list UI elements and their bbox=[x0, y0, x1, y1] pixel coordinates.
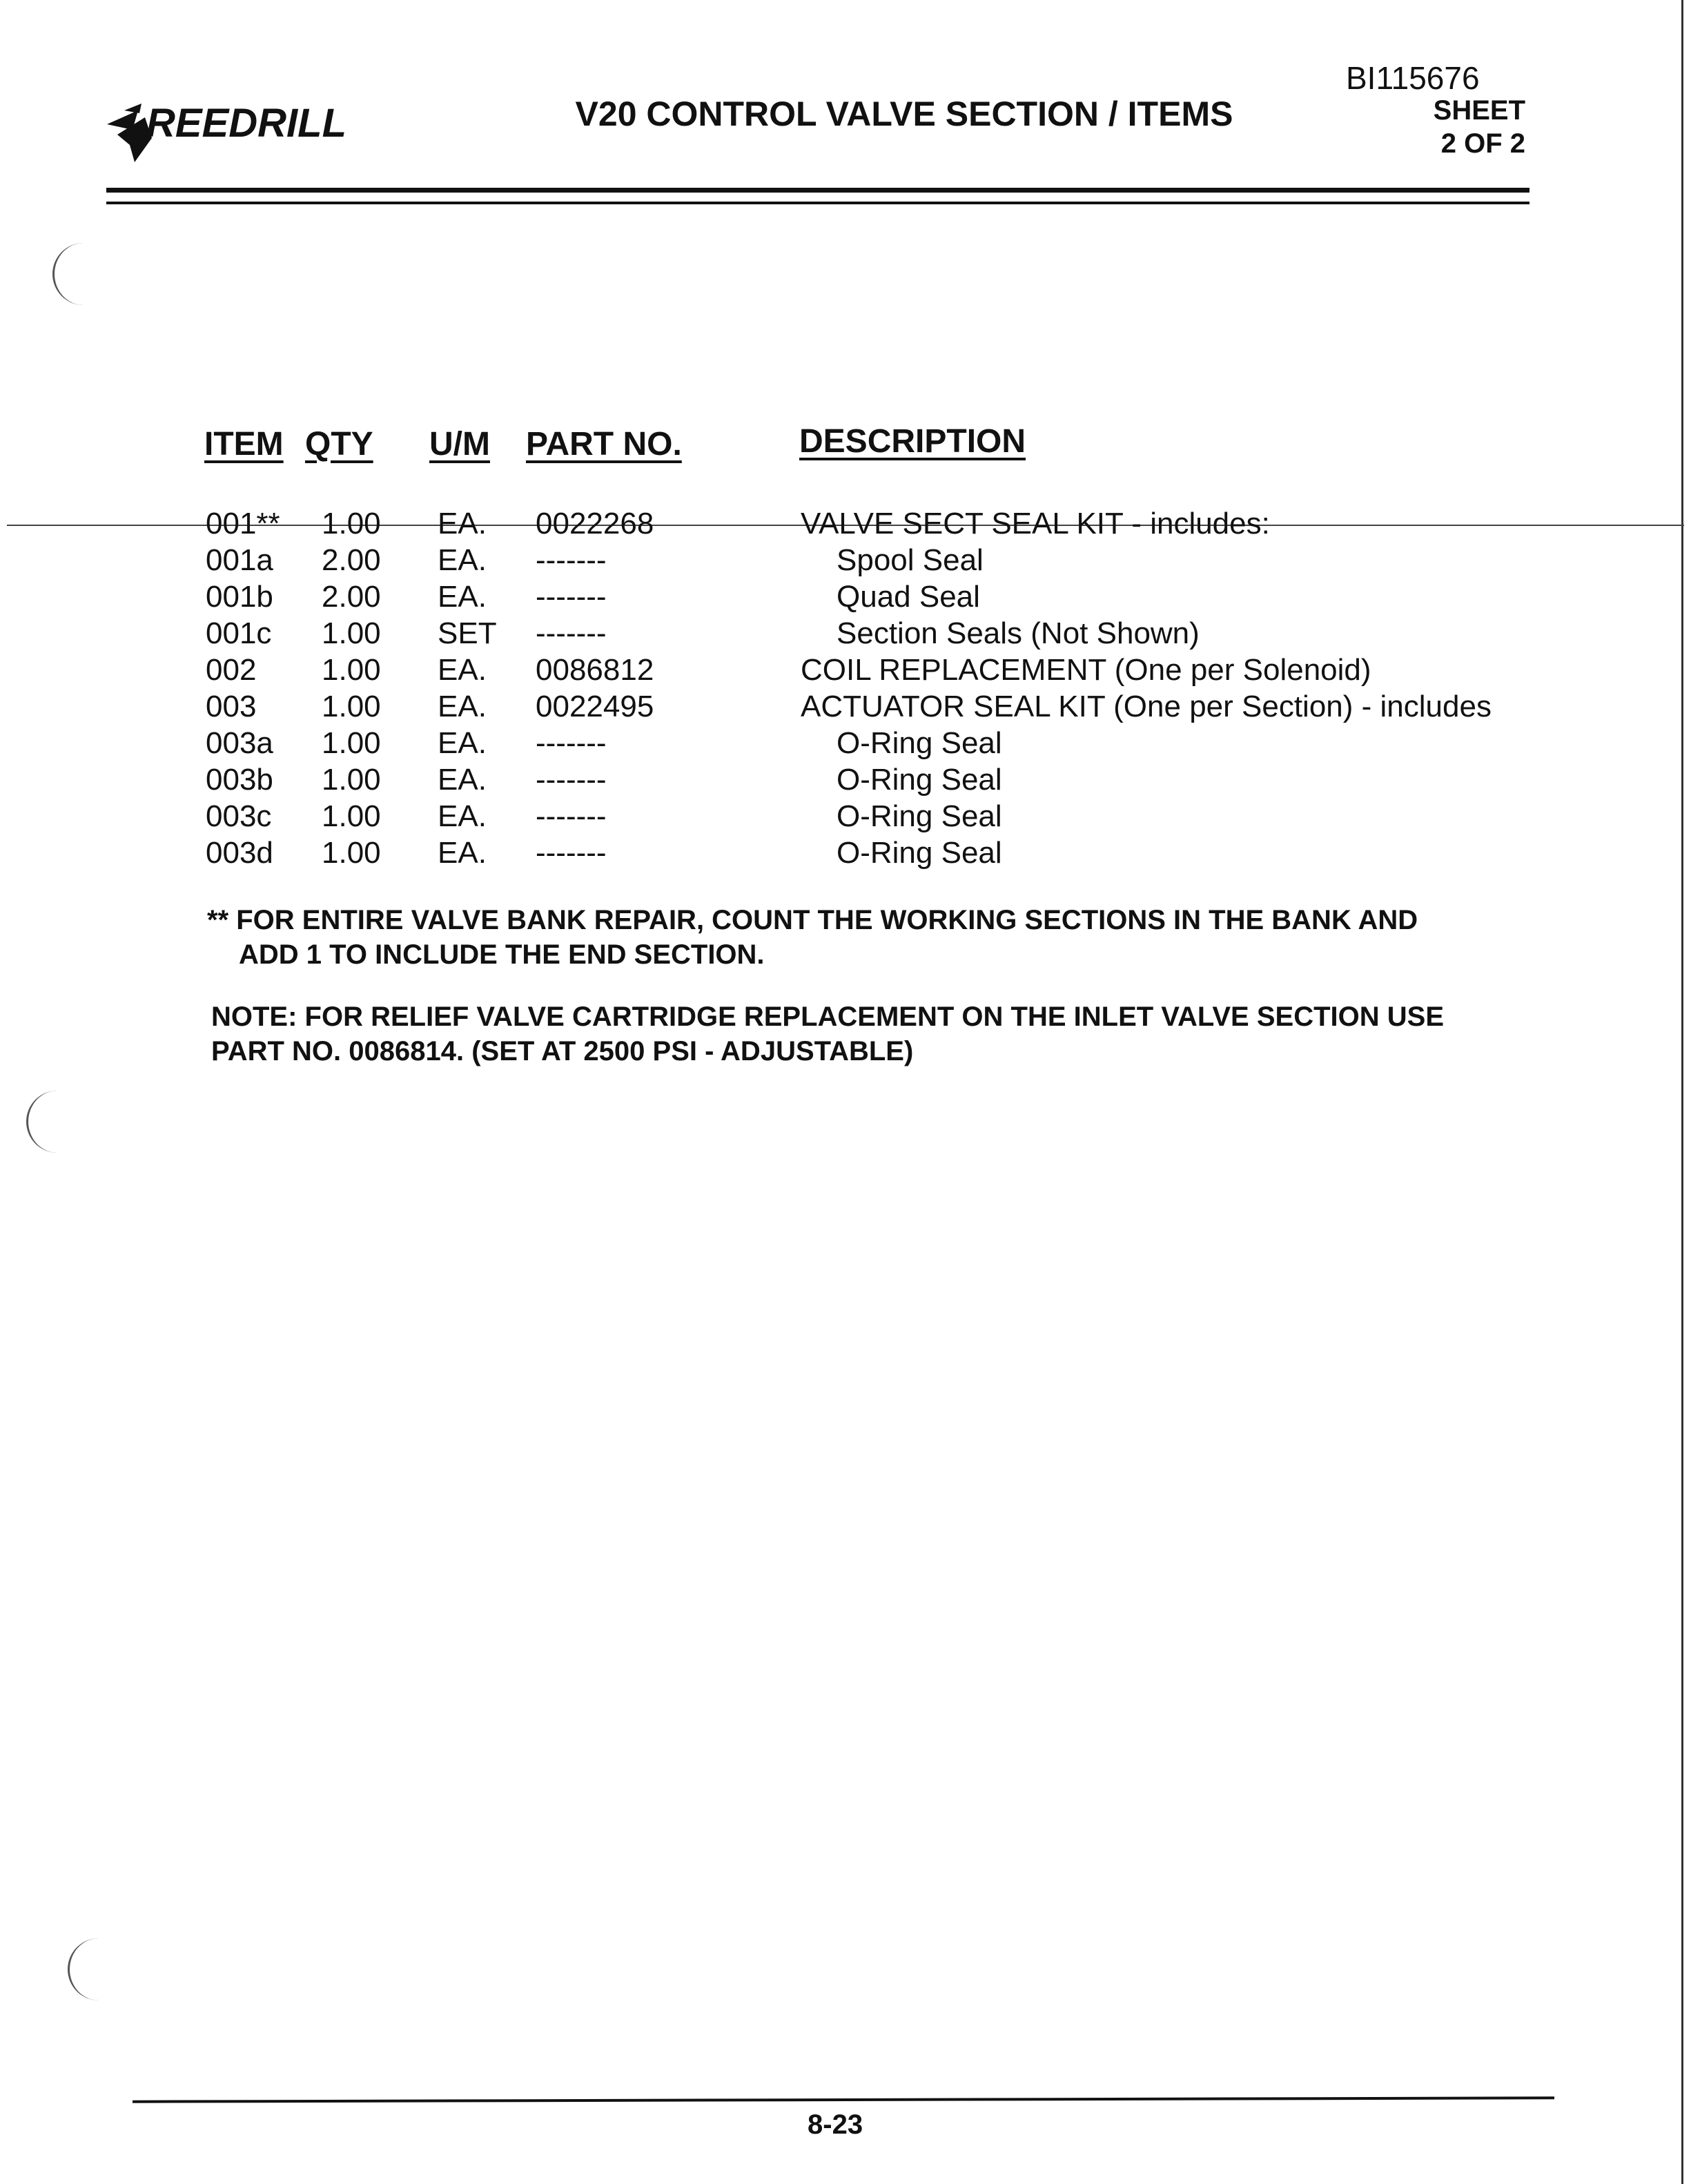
cell-item: 003 bbox=[206, 690, 257, 723]
cell-part-no: ------- bbox=[536, 763, 607, 797]
binder-hole-middle bbox=[26, 1091, 70, 1153]
table-row bbox=[0, 507, 1691, 543]
cell-um: EA. bbox=[438, 836, 487, 870]
sheet-label: SHEET bbox=[1433, 95, 1525, 126]
table-row bbox=[0, 799, 1691, 836]
note-valve-bank-line2: ADD 1 TO INCLUDE THE END SECTION. bbox=[239, 939, 765, 970]
cell-description: COIL REPLACEMENT (One per Solenoid) bbox=[801, 653, 1371, 687]
cell-qty: 2.00 bbox=[322, 580, 381, 614]
note-relief-valve-line2: PART NO. 0086814. (SET AT 2500 PSI - ADJUSTABLE) bbox=[211, 1036, 914, 1066]
note-valve-bank bbox=[207, 903, 1518, 972]
column-header-um: U/M bbox=[429, 426, 490, 462]
cell-description: O-Ring Seal bbox=[837, 799, 1002, 833]
cell-um: EA. bbox=[438, 690, 487, 723]
cell-um: EA. bbox=[438, 653, 487, 687]
page-number: 8-23 bbox=[808, 2109, 863, 2140]
cell-um: EA. bbox=[438, 726, 487, 760]
cell-part-no: ------- bbox=[536, 799, 607, 833]
cell-description: VALVE SECT SEAL KIT - includes: bbox=[801, 507, 1270, 540]
logo-text: REEDRILL bbox=[146, 101, 346, 146]
cell-qty: 1.00 bbox=[322, 507, 381, 540]
cell-item: 003b bbox=[206, 763, 273, 797]
column-header-qty: QTY bbox=[305, 426, 373, 462]
cell-part-no: ------- bbox=[536, 726, 607, 760]
cell-description: Section Seals (Not Shown) bbox=[837, 616, 1200, 650]
cell-description: O-Ring Seal bbox=[837, 726, 1002, 760]
cell-qty: 1.00 bbox=[322, 653, 381, 687]
cell-um: EA. bbox=[438, 799, 487, 833]
header-rule-thick bbox=[106, 188, 1529, 193]
document-number: BI115676 bbox=[1346, 60, 1480, 96]
cell-item: 002 bbox=[206, 653, 257, 687]
table-row bbox=[0, 616, 1691, 653]
cell-item: 001c bbox=[206, 616, 272, 650]
cell-um: EA. bbox=[438, 763, 487, 797]
column-header-item: ITEM bbox=[204, 426, 284, 462]
cell-item: 003c bbox=[206, 799, 272, 833]
cell-qty: 2.00 bbox=[322, 543, 381, 577]
cell-um: EA. bbox=[438, 507, 487, 540]
cell-part-no: 0022268 bbox=[536, 507, 654, 540]
footer-rule bbox=[133, 2096, 1554, 2103]
page-title: V20 CONTROL VALVE SECTION / ITEMS bbox=[575, 95, 1233, 133]
header-rule-thin bbox=[106, 202, 1529, 204]
binder-hole-bottom bbox=[68, 1938, 111, 2000]
table-row bbox=[0, 836, 1691, 872]
table-row bbox=[0, 653, 1691, 690]
note-valve-bank-line1: ** FOR ENTIRE VALVE BANK REPAIR, COUNT THE WORKING SECTIONS IN THE BANK AND bbox=[207, 905, 1418, 935]
cell-part-no: 0022495 bbox=[536, 690, 654, 723]
cell-um: SET bbox=[438, 616, 497, 650]
cell-description: Quad Seal bbox=[837, 580, 980, 614]
column-header-description: DESCRIPTION bbox=[799, 423, 1026, 460]
company-logo bbox=[104, 97, 352, 173]
table-row bbox=[0, 763, 1691, 799]
cell-item: 003a bbox=[206, 726, 273, 760]
cell-qty: 1.00 bbox=[322, 690, 381, 723]
cell-um: EA. bbox=[438, 543, 487, 577]
note-relief-valve-line1: NOTE: FOR RELIEF VALVE CARTRIDGE REPLACEMENT ON THE INLET VALVE SECTION USE bbox=[211, 1002, 1444, 1032]
cell-description: Spool Seal bbox=[837, 543, 984, 577]
cell-qty: 1.00 bbox=[322, 763, 381, 797]
table-row bbox=[0, 580, 1691, 616]
cell-part-no: ------- bbox=[536, 616, 607, 650]
cell-item: 001a bbox=[206, 543, 273, 577]
cell-qty: 1.00 bbox=[322, 616, 381, 650]
right-edge-line bbox=[1681, 0, 1683, 2184]
sheet-indicator bbox=[1353, 94, 1525, 160]
cell-um: EA. bbox=[438, 580, 487, 614]
cell-part-no: 0086812 bbox=[536, 653, 654, 687]
cell-qty: 1.00 bbox=[322, 726, 381, 760]
table-row bbox=[0, 690, 1691, 726]
cell-part-no: ------- bbox=[536, 580, 607, 614]
table-row bbox=[0, 726, 1691, 763]
cell-qty: 1.00 bbox=[322, 836, 381, 870]
binder-hole-top bbox=[52, 243, 96, 305]
cell-item: 001b bbox=[206, 580, 273, 614]
cell-part-no: ------- bbox=[536, 543, 607, 577]
column-header-part-no: PART NO. bbox=[526, 426, 682, 462]
note-relief-valve bbox=[211, 1000, 1523, 1069]
sheet-value: 2 OF 2 bbox=[1440, 128, 1525, 159]
cell-description: O-Ring Seal bbox=[837, 763, 1002, 797]
cell-part-no: ------- bbox=[536, 836, 607, 870]
cell-item: 001** bbox=[206, 507, 280, 540]
cell-description: ACTUATOR SEAL KIT (One per Section) - includes bbox=[801, 690, 1492, 723]
cell-description: O-Ring Seal bbox=[837, 836, 1002, 870]
cell-item: 003d bbox=[206, 836, 273, 870]
cell-qty: 1.00 bbox=[322, 799, 381, 833]
table-row bbox=[0, 543, 1691, 580]
